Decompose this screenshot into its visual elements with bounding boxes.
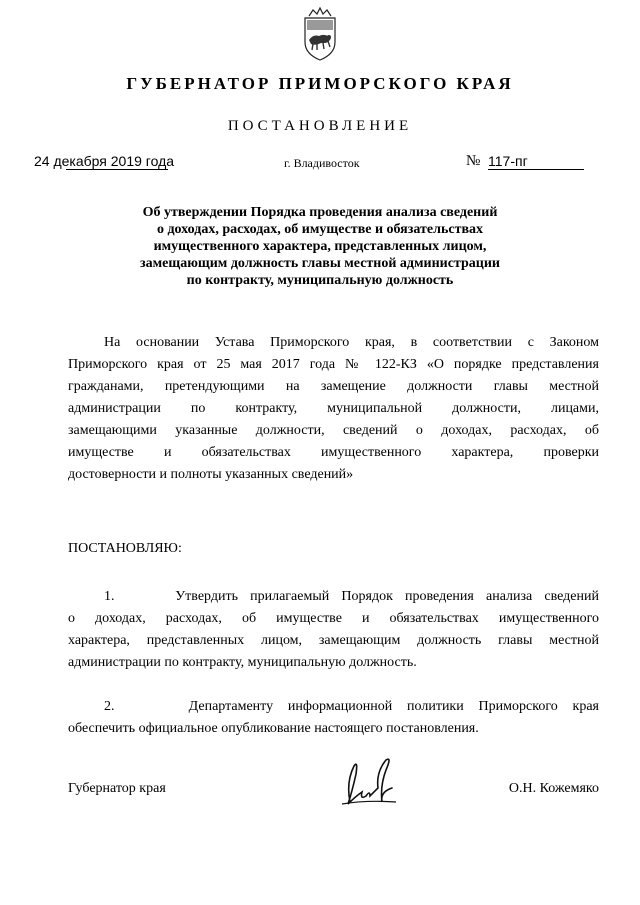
document-date: 24 декабря 2019 года	[34, 153, 175, 169]
number-sign: №	[466, 153, 481, 169]
preamble-line: На основании Устава Приморского края, в соответствии с Законом	[104, 335, 599, 350]
number-underline	[488, 169, 584, 170]
item-2-line: 2. Департаменту информационной политики Приморского края	[104, 699, 599, 714]
handwritten-signature-icon	[336, 752, 408, 810]
item-2-paragraph	[68, 696, 599, 740]
heading-line: имущественного характера, представленных лицом,	[153, 239, 487, 254]
decree-word: ПОСТАНОВЛЯЮ:	[68, 541, 182, 556]
preamble-line: замещающими указанные должности, сведений о доходах, расходах, об	[68, 423, 599, 438]
signatory-name: О.Н. Кожемяко	[508, 781, 599, 796]
date-underline	[66, 169, 168, 170]
document-type: ПОСТАНОВЛЕНИЕ	[227, 118, 413, 134]
coat-of-arms-icon	[299, 6, 341, 62]
heading-line: Об утверждении Порядка проведения анализа сведений	[142, 205, 498, 220]
item-1-line: о доходах, расходах, об имуществе и обязательствах имущественного	[68, 611, 599, 626]
preamble-line: гражданами, претендующими на замещение должности главы местной	[68, 379, 599, 394]
heading-line: замещающим должность главы местной администрации	[140, 256, 500, 271]
item-1-line: администрации по контракту, муниципальную должность.	[68, 655, 417, 670]
item-1-paragraph	[68, 586, 599, 674]
document-heading	[100, 204, 540, 289]
item-1-line: 1. Утвердить прилагаемый Порядок проведения анализа сведений	[104, 589, 599, 604]
preamble-line: достоверности и полноты указанных сведений»	[68, 467, 354, 482]
signatory-position: Губернатор края	[68, 781, 166, 796]
preamble-line: имуществе и обязательствах имущественного характера, проверки	[68, 445, 599, 460]
document-city: г. Владивосток	[284, 156, 360, 170]
preamble-paragraph	[68, 332, 599, 486]
document-number: 117-пг	[488, 153, 528, 169]
heading-line: о доходах, расходах, об имуществе и обязательствах	[156, 222, 484, 237]
item-1-line: характера, представленных лицом, замещающим должность главы местной	[68, 633, 599, 648]
item-2-line: обеспечить официальное опубликование настоящего постановления.	[68, 721, 479, 736]
heading-line: по контракту, муниципальную должность	[186, 273, 454, 288]
preamble-line: администрации по контракту, муниципальной должности, лицами,	[68, 401, 599, 416]
preamble-line: Приморского края от 25 мая 2017 года № 122-КЗ «О порядке представления	[68, 357, 599, 372]
authority-title: ГУБЕРНАТОР ПРИМОРСКОГО КРАЯ	[126, 74, 514, 93]
